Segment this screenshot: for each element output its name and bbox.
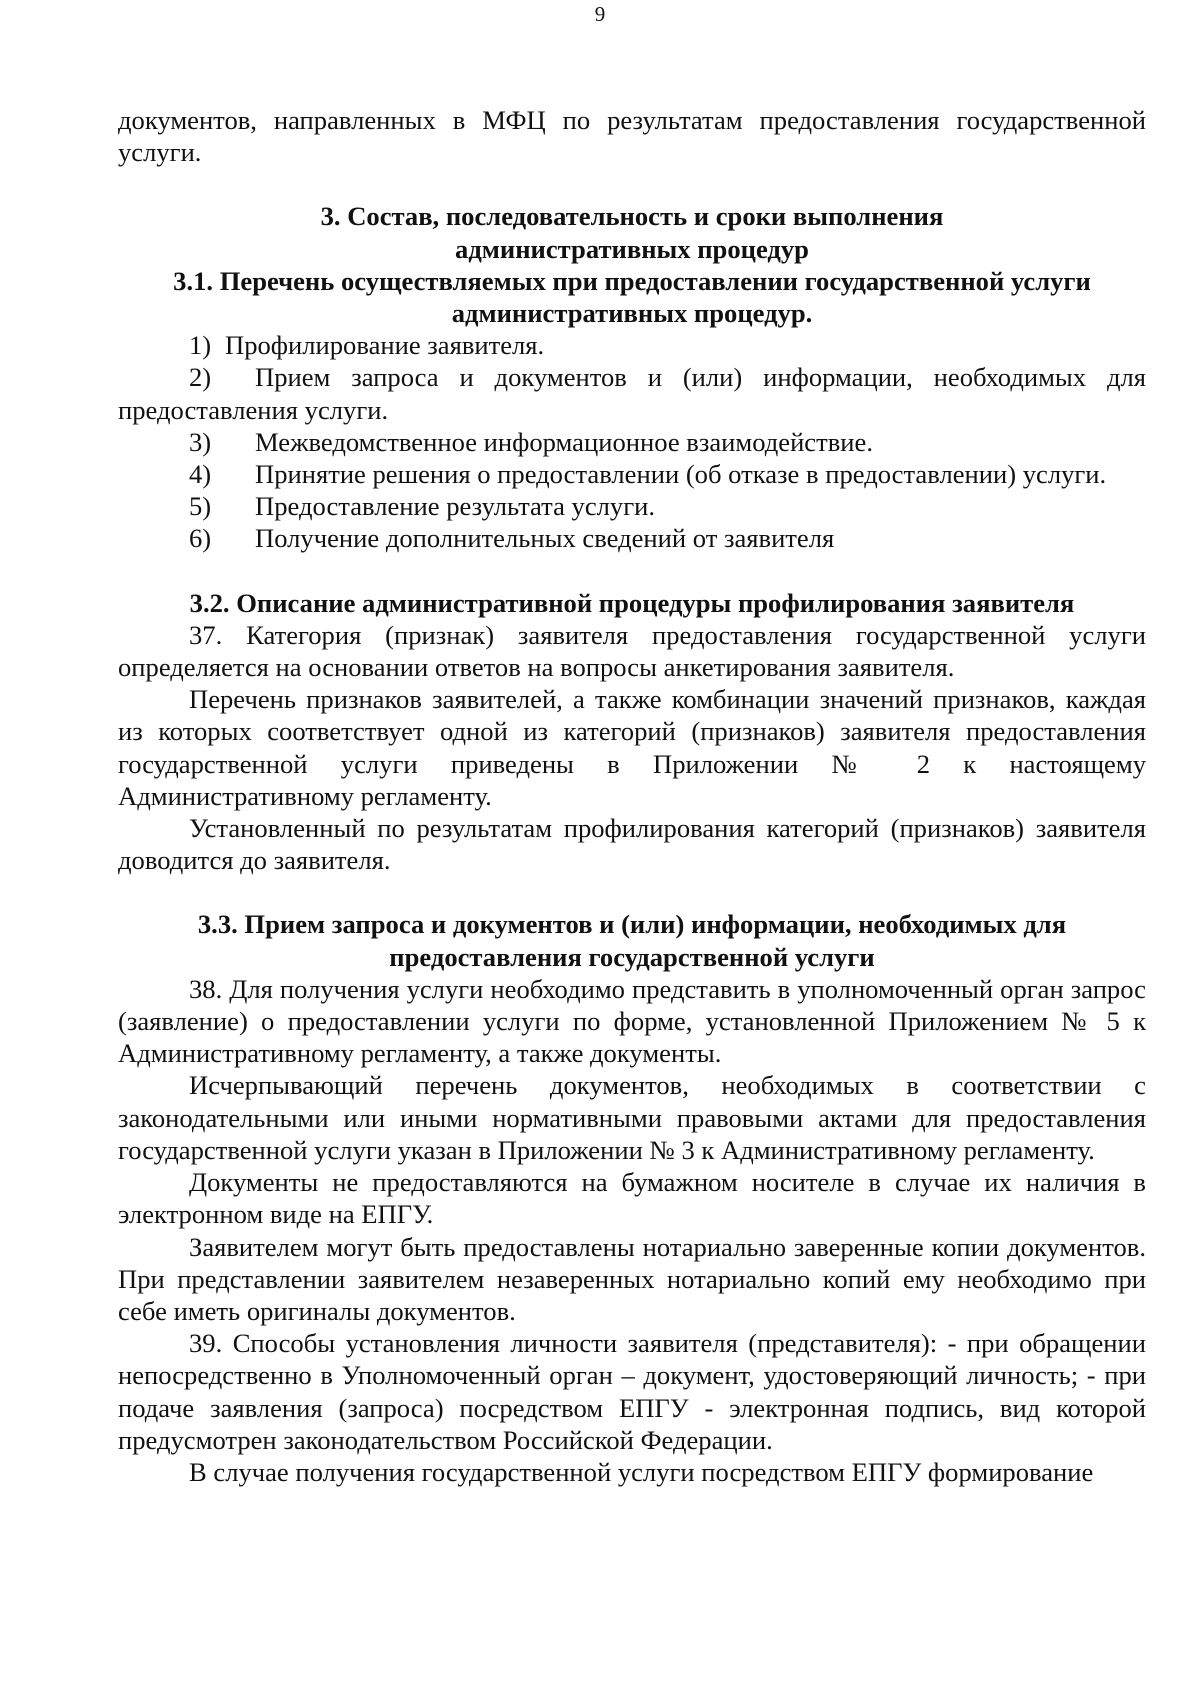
list-item-number: 4) xyxy=(189,459,212,490)
list-item xyxy=(118,361,1146,425)
section-3-1-heading-line-2: административных процедур. xyxy=(451,298,813,329)
paragraph: 39. Способы установления личности заявителя (представителя): - при обращении непосредственно в Уполномоченный орган – документ, удостоверяющий личность; - при подаче заявления (запроса) посредством ЕПГУ - электронная подпись, вид которой предусмотрен законодательством Российской Федерации. xyxy=(118,1328,1146,1455)
list-item xyxy=(118,522,1146,554)
list-item xyxy=(118,329,1146,361)
procedure-list xyxy=(118,329,1146,554)
paragraph: Перечень признаков заявителей, а также комбинации значений признаков, каждая из которых соответствует одной из категорий (признаков) заявителя предоставления государственной услуги приведены в Приложении № 2 к настоящему Административному регламенту. xyxy=(118,684,1146,811)
section-3-3-heading-line-1: 3.3. Прием запроса и документов и (или) информации, необходимых для xyxy=(197,909,1067,940)
list-item-number: 3) xyxy=(189,426,212,457)
list-item-text: Межведомственное информационное взаимодействие. xyxy=(255,426,873,457)
section-3-2-heading: 3.2. Описание административной процедуры профилирования заявителя xyxy=(189,587,1075,618)
section-3-heading-line-1: 3. Состав, последовательность и сроки выполнения xyxy=(320,201,944,232)
section-3-1-heading xyxy=(118,265,1146,329)
list-item xyxy=(118,426,1146,458)
list-item-number: 2) xyxy=(189,362,212,393)
list-item-number: 1) xyxy=(189,330,212,361)
paragraph: Документы не предоставляются на бумажном носителе в случае их наличия в электронном виде на ЕПГУ. xyxy=(118,1167,1146,1230)
list-item-text: Получение дополнительных сведений от заявителя xyxy=(255,523,835,554)
spacer xyxy=(118,876,1146,908)
section-3-heading xyxy=(118,200,1146,264)
paragraph: 38. Для получения услуги необходимо представить в уполномоченный орган запрос (заявление) о предоставлении услуги по форме, установленной Приложением № 5 к Административному регламенту, а также документы. xyxy=(118,973,1146,1069)
section-3-1-heading-line-1: 3.1. Перечень осуществляемых при предоставлении государственной услуги xyxy=(173,265,1091,296)
list-item xyxy=(118,490,1146,522)
section-3-3-heading xyxy=(118,908,1146,972)
list-item-text: Прием запроса и документов и (или) информации, необходимых для предоставления услуги. xyxy=(118,362,1146,425)
list-item-number: 5) xyxy=(189,491,212,522)
paragraph: 37. Категория (признак) заявителя предоставления государственной услуги определяется на основании ответов на вопросы анкетирования заявителя. xyxy=(118,619,1146,683)
intro-continuation: документов, направленных в МФЦ по результатам предоставления государственной услуги. xyxy=(118,105,1146,168)
list-item-text: Принятие решения о предоставлении (об отказе в предоставлении) услуги. xyxy=(255,459,1107,490)
paragraph: Заявителем могут быть предоставлены нотариально заверенные копии документов. При представлении заявителем незаверенных нотариально копий ему необходимо при себе иметь оригиналы документов. xyxy=(118,1231,1146,1326)
paragraph: Установленный по результатам профилирования категорий (признаков) заявителя доводится до заявителя. xyxy=(118,813,1146,876)
paragraph: В случае получения государственной услуги посредством ЕПГУ формирование xyxy=(189,1456,1094,1487)
section-3-3-heading-line-2: предоставления государственной услуги xyxy=(389,941,875,972)
spacer xyxy=(118,555,1146,587)
spacer xyxy=(118,168,1146,200)
list-item xyxy=(118,458,1146,490)
page-number: 9 xyxy=(594,2,606,26)
list-item-text: Предоставление результата услуги. xyxy=(255,491,655,522)
list-item-text: Профилирование заявителя. xyxy=(225,330,545,361)
document-body xyxy=(118,104,1146,1488)
paragraph: Исчерпывающий перечень документов, необходимых в соответствии с законодательными или иными нормативными правовыми актами для предоставления государственной услуги указан в Приложении № 3 к Административному регламенту. xyxy=(118,1070,1146,1165)
section-3-heading-line-2: административных процедур xyxy=(455,233,809,264)
list-item-number: 6) xyxy=(189,523,212,554)
